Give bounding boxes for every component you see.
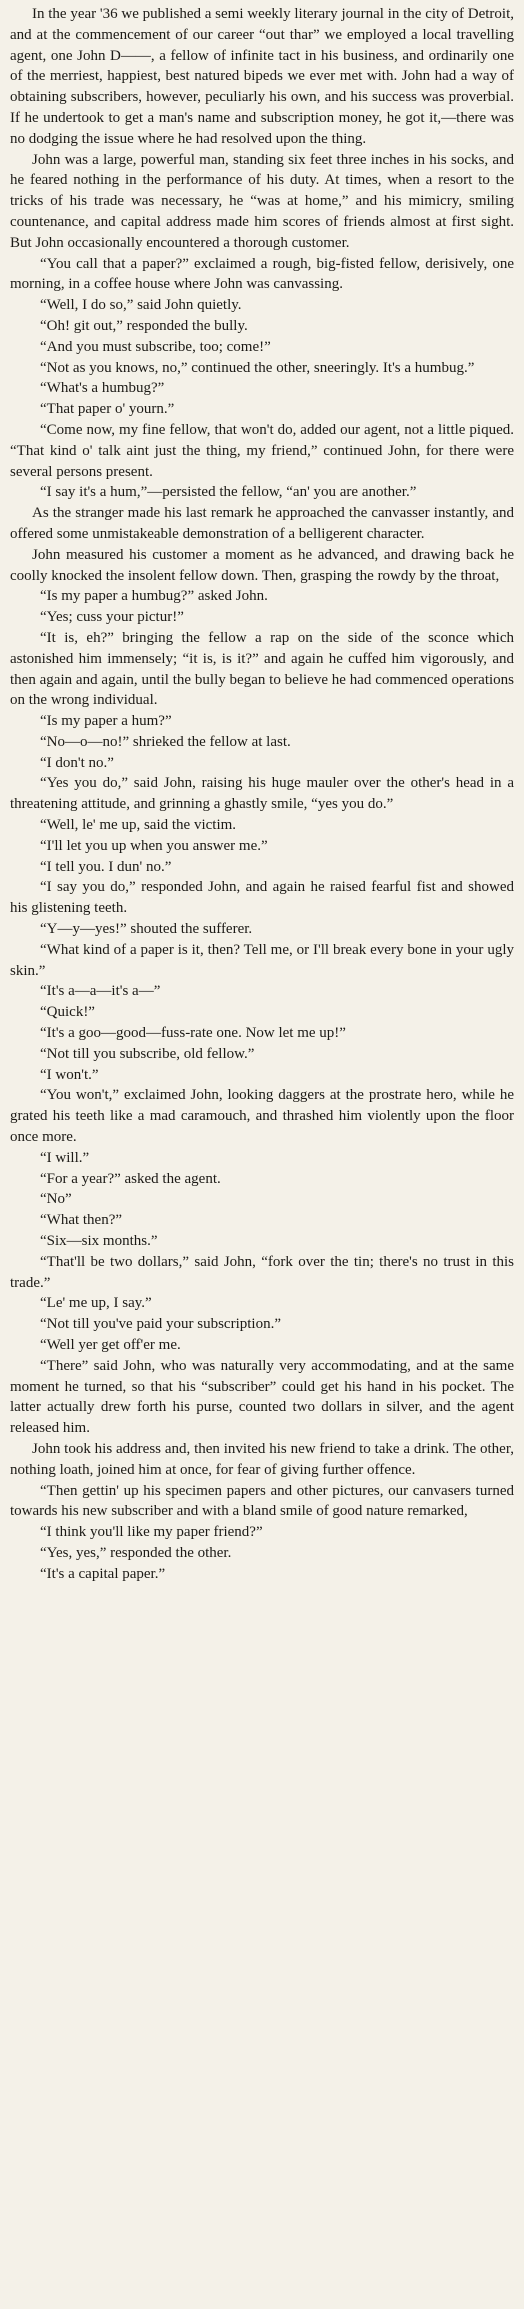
dialogue-line: “It is, eh?” bringing the fellow a rap on the side of the sconce which astonished him immensely; “it is, is it?” and again he cuffed him vigorously, and then again and again, until the bully began to believe he had commenced operations on the wrong individual. (10, 629, 514, 709)
dialogue-line: “Well, I do so,” said John quietly. (40, 297, 242, 314)
dialogue-line: “No” (40, 1191, 72, 1208)
dialogue-line: “I won't.” (40, 1066, 99, 1083)
dialogue-line: “What then?” (40, 1212, 123, 1229)
dialogue-line: “Yes; cuss your pictur!” (40, 609, 184, 626)
article-column (10, 4, 514, 1585)
dialogue-line: “Not till you've paid your subscription.” (40, 1316, 281, 1333)
dialogue-line: “I think you'll like my paper friend?” (40, 1524, 263, 1541)
dialogue-line: “For a year?” asked the agent. (40, 1170, 221, 1187)
dialogue-line: “I don't no.” (40, 754, 114, 771)
dialogue-line: “Is my paper a hum?” (40, 713, 172, 730)
dialogue-line: “Well, le' me up, said the victim. (40, 817, 237, 834)
dialogue-line: “It's a goo—good—fuss-rate one. Now let me up!” (40, 1025, 346, 1042)
dialogue-line: “Come now, my fine fellow, that won't do, added our agent, not a little piqued. “That kind o' talk aint just the thing, my friend,” continued John, for there were several persons present. (10, 421, 514, 480)
dialogue-line: “You call that a paper?” exclaimed a rough, big-fisted fellow, derisively, one morning, in a coffee house where John was canvassing. (10, 255, 514, 293)
dialogue-line: “I say you do,” responded John, and again he raised fearful fist and showed his glistening teeth. (10, 879, 514, 917)
dialogue-line: “Le' me up, I say.” (40, 1295, 152, 1312)
dialogue-line: “And you must subscribe, too; come!” (40, 338, 271, 355)
dialogue-line: “Then gettin' up his specimen papers and other pictures, our canvasers turned towards his new subscriber and with a bland smile of good nature remarked, (10, 1482, 514, 1520)
dialogue-line: “No—o—no!” shrieked the fellow at last. (40, 733, 291, 750)
narrative-paragraph: John measured his customer a moment as he advanced, and drawing back he coolly knocked the insolent fellow down. Then, grasping the rowdy by the throat, (10, 546, 514, 584)
dialogue-line: “Six—six months.” (40, 1233, 158, 1250)
dialogue-line: “Yes, yes,” responded the other. (40, 1544, 232, 1561)
dialogue-line: “Is my paper a humbug?” asked John. (40, 588, 268, 605)
dialogue-line: “Y—y—yes!” shouted the sufferer. (40, 921, 253, 938)
dialogue-line: “I say it's a hum,”—persisted the fellow, “an' you are another.” (40, 484, 417, 501)
dialogue-line: “Not as you knows, no,” continued the other, sneeringly. It's a humbug.” (40, 359, 475, 376)
narrative-paragraph: John was a large, powerful man, standing six feet three inches in his socks, and he feared nothing in the performance of his duty. At times, when a resort to the tricks of his trade was necessary, he “was at home,” and his mimicry, smiling countenance, and capital address made him scores of friends almost at first sight. But John occasionally encountered a thorough customer. (10, 151, 514, 251)
dialogue-line: “It's a capital paper.” (40, 1565, 166, 1582)
dialogue-line: “It's a—a—it's a—” (40, 983, 161, 1000)
dialogue-line: “I will.” (40, 1149, 90, 1166)
dialogue-line: “What's a humbug?” (40, 380, 165, 397)
dialogue-line: “What kind of a paper is it, then? Tell me, or I'll break every bone in your ugly skin.” (10, 941, 514, 979)
dialogue-line: “There” said John, who was naturally very accommodating, and at the same moment he turned, so that his “subscriber” could get his hand in his pocket. The latter actually drew forth his purse, counted two dollars in silver, and the agent released him. (10, 1357, 514, 1437)
dialogue-line: “I tell you. I dun' no.” (40, 858, 172, 875)
narrative-paragraph: As the stranger made his last remark he approached the canvasser instantly, and offered some unmistakeable demonstration of a belligerent character. (10, 505, 514, 542)
dialogue-line: “Not till you subscribe, old fellow.” (40, 1045, 255, 1062)
dialogue-line: “Oh! git out,” responded the bully. (40, 317, 248, 334)
dialogue-line: “Quick!” (40, 1004, 95, 1021)
narrative-paragraph: In the year '36 we published a semi weekly literary journal in the city of Detroit, and at the commencement of our career “out thar” we employed a local travelling agent, one John D——, a fellow of infinite tact in his business, and ordinarily one of the merriest, happiest, best natured bipeds we ever met with. John had a way of obtaining subscribers, however, peculiarly his own, and his success was proverbial. If he undertook to get a man's name and subscription money, he got it,—there was no dodging the issue where he had resolved upon the thing. (10, 6, 514, 147)
narrative-paragraph: John took his address and, then invited his new friend to take a drink. The other, nothing loath, joined him at once, for fear of giving further offence. (10, 1440, 514, 1478)
dialogue-line: “That'll be two dollars,” said John, “fork over the tin; there's no trust in this trade.” (10, 1253, 514, 1291)
dialogue-line: “That paper o' yourn.” (40, 401, 175, 418)
dialogue-line: “I'll let you up when you answer me.” (40, 837, 268, 854)
dialogue-line: “Yes you do,” said John, raising his huge mauler over the other's head in a threatening attitude, and grinning a ghastly smile, “yes you do.” (10, 775, 514, 813)
dialogue-line: “You won't,” exclaimed John, looking daggers at the prostrate hero, while he grated his teeth like a mad caramouch, and thrashed him violently upon the floor once more. (10, 1087, 514, 1146)
dialogue-line: “Well yer get off'er me. (40, 1337, 181, 1353)
